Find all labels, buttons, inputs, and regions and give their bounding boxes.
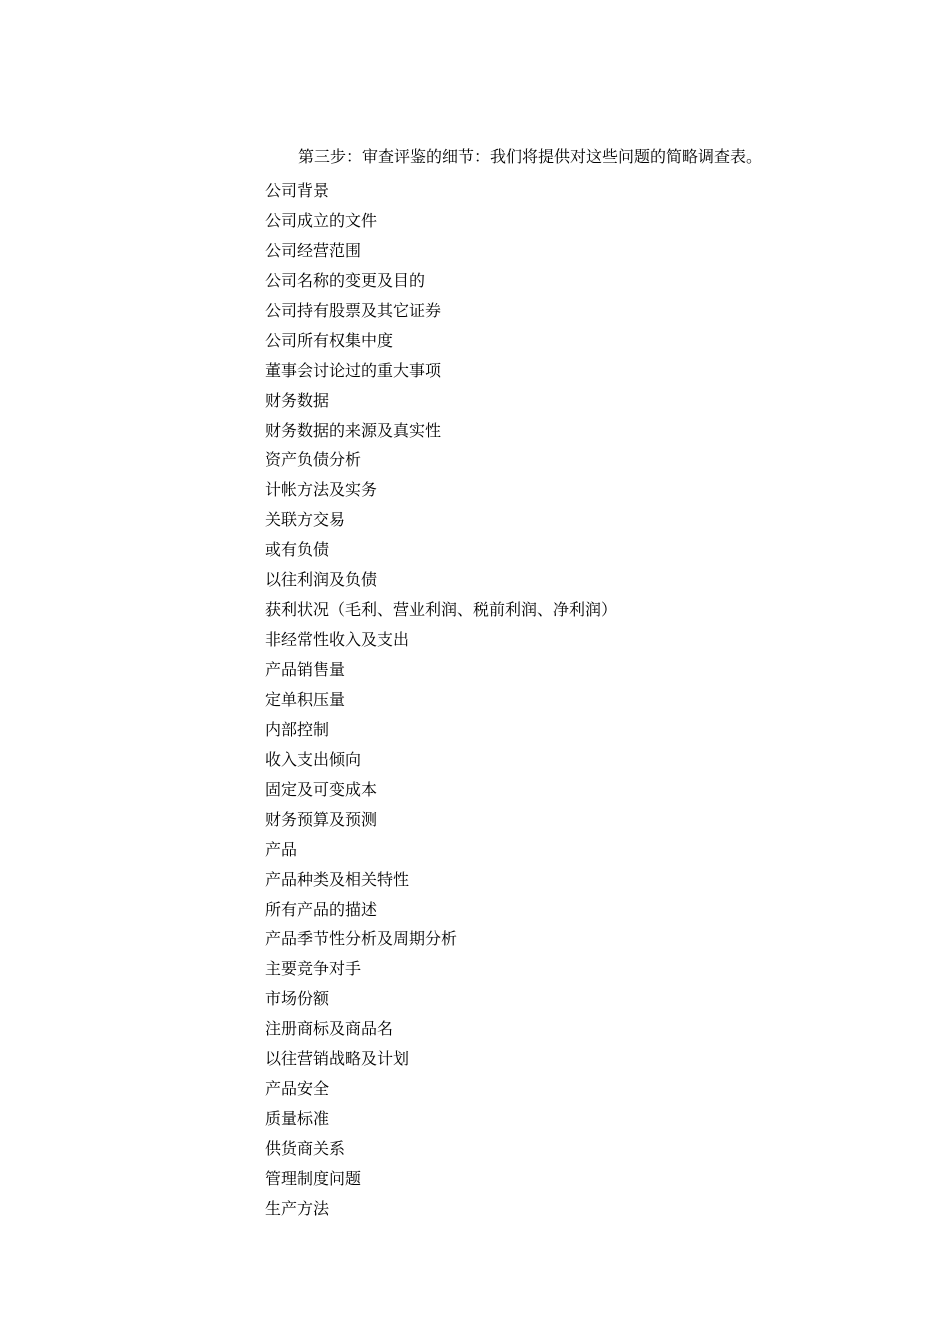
list-item: 公司名称的变更及目的 bbox=[265, 270, 426, 290]
checklist bbox=[265, 176, 617, 1224]
list-item: 公司所有权集中度 bbox=[265, 330, 394, 350]
list-item: 财务数据 bbox=[265, 390, 330, 410]
list-item: 产品季节性分析及周期分析 bbox=[265, 929, 458, 949]
list-item: 产品 bbox=[265, 839, 298, 859]
list-item: 公司持有股票及其它证券 bbox=[265, 300, 442, 320]
list-item: 关联方交易 bbox=[265, 510, 346, 530]
list-item: 收入支出倾向 bbox=[265, 749, 362, 769]
list-item: 以往营销战略及计划 bbox=[265, 1049, 410, 1069]
list-item: 质量标准 bbox=[265, 1109, 330, 1129]
intro-paragraph: 第三步：审查评鉴的细节：我们将提供对这些问题的简略调查表。 bbox=[298, 147, 763, 166]
list-item: 非经常性收入及支出 bbox=[265, 630, 410, 650]
list-item: 产品种类及相关特性 bbox=[265, 869, 410, 889]
list-item: 公司经营范围 bbox=[265, 240, 362, 260]
list-item: 供货商关系 bbox=[265, 1139, 346, 1158]
list-item: 固定及可变成本 bbox=[265, 779, 378, 799]
list-item: 资产负债分析 bbox=[265, 450, 362, 470]
list-item: 获利状况（毛利、营业利润、税前利润、净利润） bbox=[265, 600, 618, 620]
list-item: 注册商标及商品名 bbox=[265, 1019, 394, 1039]
list-item: 财务预算及预测 bbox=[265, 809, 378, 829]
list-item: 或有负债 bbox=[265, 540, 330, 560]
list-item: 以往利润及负债 bbox=[265, 570, 378, 590]
list-item: 产品销售量 bbox=[265, 660, 346, 679]
list-item: 生产方法 bbox=[265, 1198, 330, 1218]
list-item: 董事会讨论过的重大事项 bbox=[265, 360, 442, 380]
list-item: 定单积压量 bbox=[265, 689, 346, 709]
list-item: 内部控制 bbox=[265, 719, 330, 739]
list-item: 计帐方法及实务 bbox=[265, 480, 378, 500]
list-item: 公司背景 bbox=[265, 181, 330, 200]
list-item: 主要竞争对手 bbox=[265, 959, 362, 979]
list-item: 公司成立的文件 bbox=[265, 210, 378, 230]
list-item: 所有产品的描述 bbox=[265, 899, 378, 919]
list-item: 市场份额 bbox=[265, 989, 330, 1009]
list-item: 财务数据的来源及真实性 bbox=[265, 420, 442, 440]
list-item: 管理制度问题 bbox=[265, 1168, 362, 1188]
list-item: 产品安全 bbox=[265, 1079, 330, 1099]
